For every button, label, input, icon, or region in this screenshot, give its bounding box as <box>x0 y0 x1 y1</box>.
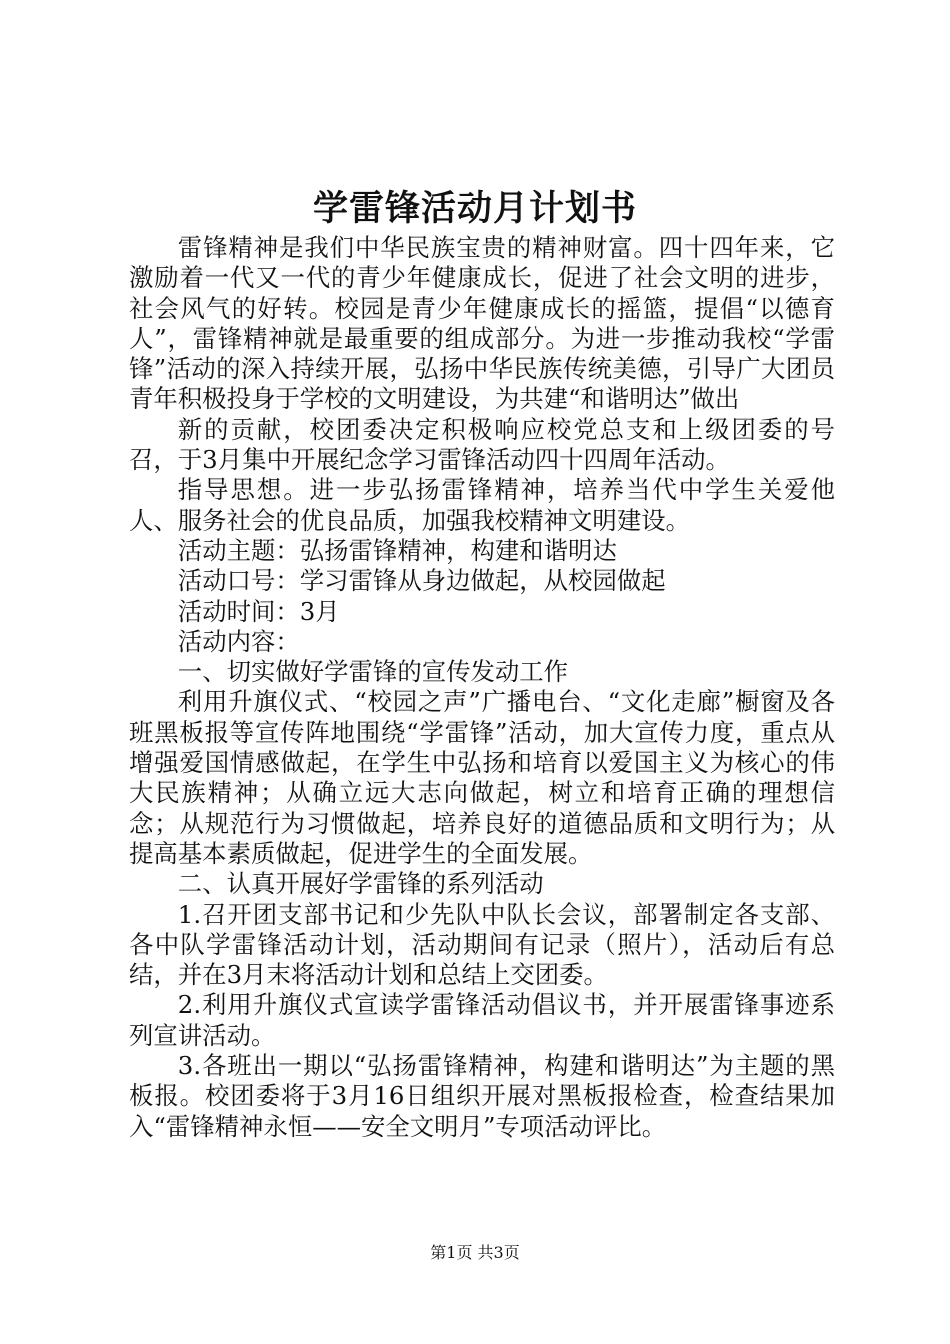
page-number: 第1页 共3页 <box>430 1243 520 1262</box>
list-item: 3.各班出一期以“弘扬雷锋精神，构建和谐明达”为主题的黑板报。校团委将于3月16日组织开展对黑板报检查，检查结果加入“雷锋精神永恒——安全文明月”专项活动评比。 <box>129 1051 835 1141</box>
paragraph: 活动口号：学习雷锋从身边做起，从校园做起 <box>177 566 666 596</box>
paragraph: 指导思想。进一步弘扬雷锋精神，培养当代中学生关爱他人、服务社会的优良品质，加强我校精神文明建设。 <box>129 475 835 535</box>
paragraph: 雷锋精神是我们中华民族宝贵的精神财富。四十四年来，它激励着一代又一代的青少年健康成长，促进了社会文明的进步，社会风气的好转。校园是青少年健康成长的摇篮，提倡“以德育人”，雷锋精神就是最重要的组成部分。为进一步推动我校“学雷锋”活动的深入持续开展，弘扬中华民族传统美德，引导广大团员青年积极投身于学校的文明建设，为共建“和谐明达”做出 <box>129 233 835 414</box>
document-body <box>129 233 835 1142</box>
paragraph: 活动时间：3月 <box>177 596 340 626</box>
list-item: 1.召开团支部书记和少先队中队长会议，部署制定各支部、各中队学雷锋活动计划，活动期间有记录（照片），活动后有总结，并在3月末将活动计划和总结上交团委。 <box>129 899 835 990</box>
section-heading: 二、认真开展好学雷锋的系列活动 <box>177 869 544 899</box>
paragraph: 活动内容： <box>177 626 300 656</box>
list-item: 2.利用升旗仪式宣读学雷锋活动倡议书，并开展雷锋事迹系列宣讲活动。 <box>129 990 835 1050</box>
paragraph: 活动主题：弘扬雷锋精神，构建和谐明达 <box>177 535 617 565</box>
document-title: 学雷锋活动月计划书 <box>312 188 637 229</box>
paragraph: 利用升旗仪式、“校园之声”广播电台、“文化走廊”橱窗及各班黑板报等宣传阵地围绕“学雷锋”活动，加大宣传力度，重点从增强爱国情感做起，在学生中弘扬和培育以爱国主义为核心的伟大民族精神；从确立远大志向做起，树立和培育正确的理想信念；从规范行为习惯做起，培养良好的道德品质和文明行为；从提高基本素质做起，促进学生的全面发展。 <box>129 687 835 868</box>
section-heading: 一、切实做好学雷锋的宣传发动工作 <box>177 657 569 687</box>
paragraph: 新的贡献，校团委决定积极响应校党总支和上级团委的号召，于3月集中开展纪念学习雷锋活动四十四周年活动。 <box>129 414 835 475</box>
